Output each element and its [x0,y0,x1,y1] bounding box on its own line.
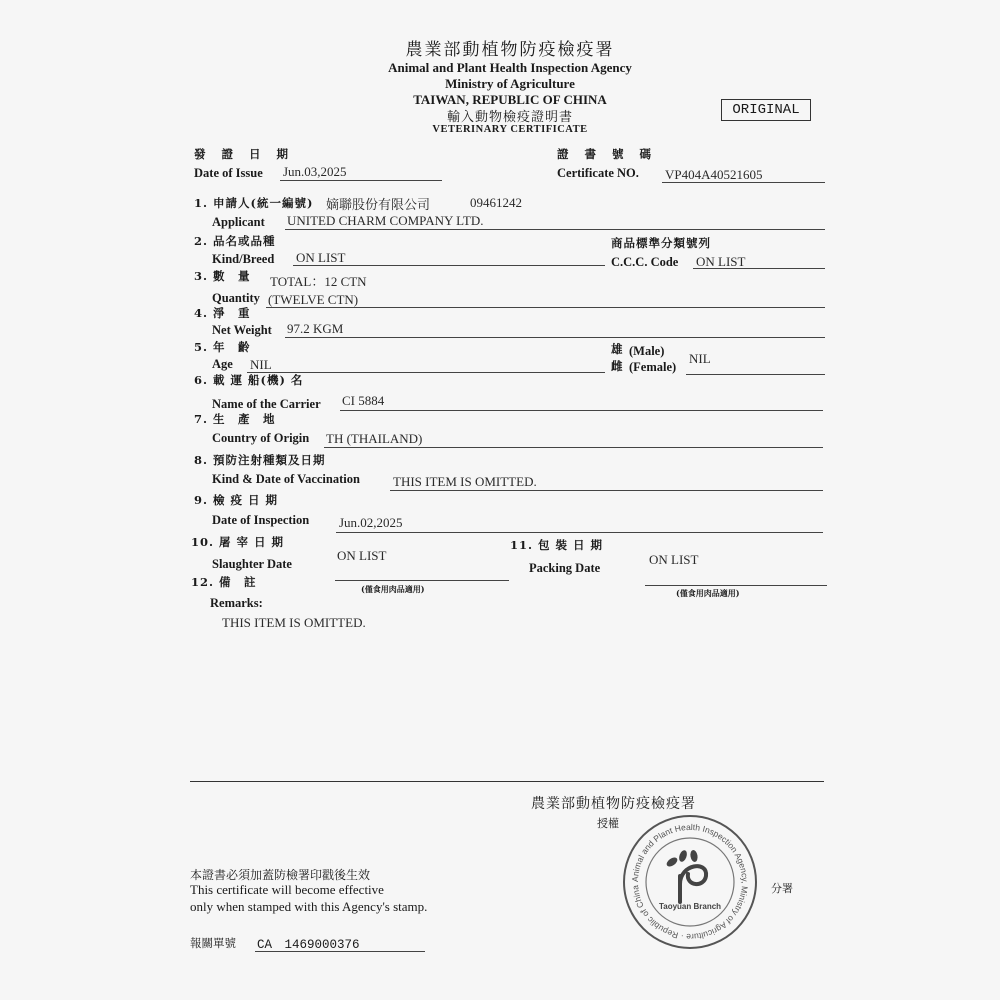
packing-date-value: ON LIST [649,552,699,567]
packing-date-note: (僅食用肉品適用) [676,588,740,598]
declaration-number-label-zh: 報關單號 [190,936,236,950]
applicant-label: Applicant [212,215,265,229]
plant-leaf-icon [665,849,706,902]
applicant-id: 09461242 [470,195,522,210]
slaughter-date-label: Slaughter Date [212,557,292,571]
agency-seal-stamp [620,812,760,952]
quantity-label: Quantity [212,291,260,305]
seal-branch-name: Taoyuan Branch [658,902,722,911]
declaration-number-value: CA 1469000376 [257,938,360,952]
kind-value: ON LIST [296,250,346,265]
inspection-date-label-zh: 9. 檢 疫 日 期 [194,493,279,507]
agency-name-zh: 農業部動植物防疫檢疫署 [405,40,615,60]
issue-date-value: Jun.03,2025 [283,164,347,179]
quantity-words: (TWELVE CTN) [268,292,359,307]
vaccination-value: THIS ITEM IS OMITTED. [393,474,537,489]
certificate-number-value: VP404A40521605 [665,167,763,182]
quantity-total: TOTAL：12 CTN [270,274,367,289]
slaughter-date-note: (僅食用肉品適用) [361,584,425,594]
validity-note-line2: only when stamped with this Agency's stamp. [190,899,428,914]
certificate-number-label: Certificate NO. [557,166,639,180]
age-value: NIL [250,357,272,372]
slaughter-date-value: ON LIST [337,548,387,563]
origin-label: Country of Origin [212,431,310,445]
agency-name-en: Animal and Plant Health Inspection Agency [388,60,632,75]
remarks-label-zh: 12. 備 註 [191,575,257,589]
packing-date-label-zh: 11. 包 裝 日 期 [510,538,604,552]
packing-date-label: Packing Date [529,561,601,575]
issue-date-label: Date of Issue [194,166,263,180]
age-label: Age [212,357,233,371]
seal-ring-text: Animal and Plant Health Inspection Agency, Ministry of Agriculture · Republic of China [629,821,751,943]
kind-label: Kind/Breed [212,252,275,266]
origin-label-zh: 7. 生 產 地 [194,412,276,426]
inspection-date-value: Jun.02,2025 [339,515,403,530]
carrier-label: Name of the Carrier [212,397,321,411]
sex-value: NIL [689,351,711,366]
net-weight-value: 97.2 KGM [287,321,344,336]
inspection-date-label: Date of Inspection [212,513,310,527]
validity-note-line1: This certificate will become effective [190,882,384,897]
carrier-value: CI 5884 [342,393,385,408]
origin-value: TH (THAILAND) [326,431,423,446]
net-weight-label-zh: 4. 淨 重 [194,306,251,320]
signing-agency-zh: 農業部動植物防疫檢疫署 [531,796,696,812]
slaughter-date-label-zh: 10. 屠 宰 日 期 [191,535,285,549]
quantity-label-zh: 3. 數 量 [194,269,251,283]
ccc-code-label: C.C.C. Code [611,255,679,269]
age-label-zh: 5. 年 齡 [194,340,251,354]
document-title-zh: 輸入動物檢疫證明書 [446,110,573,125]
remarks-value: THIS ITEM IS OMITTED. [222,615,366,630]
authorized-label-zh: 授權 [597,817,619,830]
applicant-label-zh: 1. 申請人(統一編號) [194,196,314,210]
carrier-label-zh: 6. 載 運 船(機) 名 [194,373,304,387]
applicant-name-en: UNITED CHARM COMPANY LTD. [287,213,484,228]
vaccination-label: Kind & Date of Vaccination [212,472,360,486]
kind-label-zh: 2. 品名或品種 [194,234,276,248]
issue-date-label-zh: 發 證 日 期 [194,147,295,161]
ministry-name: Ministry of Agriculture [445,76,575,91]
document-title-en: VETERINARY CERTIFICATE [432,124,588,135]
ccc-code-value: ON LIST [696,254,746,269]
ccc-code-label-zh: 商品標準分類號列 [611,236,711,250]
validity-note-zh: 本證書必須加蓋防檢署印戳後生效 [190,868,371,882]
original-copy-badge: ORIGINAL [721,99,811,121]
vaccination-label-zh: 8. 預防注射種類及日期 [194,453,326,467]
country-name: TAIWAN, REPUBLIC OF CHINA [413,92,607,107]
female-label: (Female) [629,360,677,374]
male-label-zh: 雄 [611,342,624,356]
remarks-label: Remarks: [210,596,263,610]
male-label: (Male) [629,344,665,358]
certificate-number-label-zh: 證 書 號 碼 [557,147,658,161]
net-weight-label: Net Weight [212,323,272,337]
female-label-zh: 雌 [611,359,624,373]
branch-label-zh: 分署 [771,882,793,895]
applicant-name-zh: 嫡聯股份有限公司 [326,198,431,213]
